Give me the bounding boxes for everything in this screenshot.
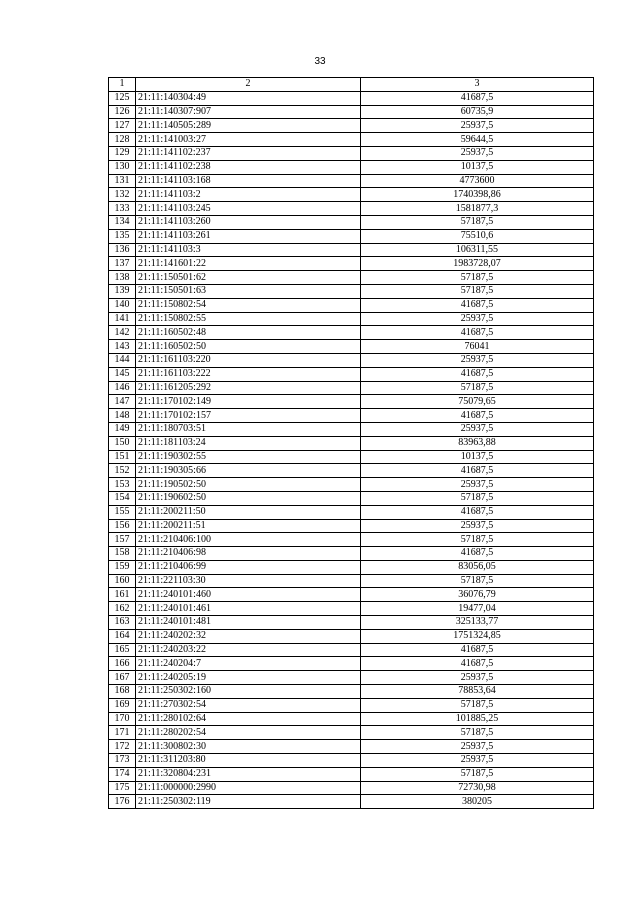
row-number: 146 [109,381,136,395]
cadastral-number: 21:11:320804:231 [136,767,361,781]
row-number: 160 [109,574,136,588]
cadastral-number: 21:11:161103:220 [136,353,361,367]
cadastral-number: 21:11:000000:2990 [136,781,361,795]
row-number: 142 [109,326,136,340]
value: 1751324,85 [361,629,594,643]
value: 10137,5 [361,160,594,174]
cadastral-number: 21:11:150501:63 [136,284,361,298]
cadastral-number: 21:11:140304:49 [136,91,361,105]
value: 25937,5 [361,353,594,367]
table-row [109,754,594,768]
table-row [109,616,594,630]
cadastral-number: 21:11:141103:168 [136,174,361,188]
value: 25937,5 [361,740,594,754]
row-number: 125 [109,91,136,105]
cadastral-number: 21:11:190502:50 [136,478,361,492]
table-row [109,533,594,547]
value: 57187,5 [361,726,594,740]
value: 57187,5 [361,491,594,505]
row-number: 151 [109,450,136,464]
value: 60735,9 [361,105,594,119]
value: 76041 [361,340,594,354]
table-row [109,547,594,561]
row-number: 130 [109,160,136,174]
value: 57187,5 [361,215,594,229]
cadastral-number: 21:11:141102:237 [136,146,361,160]
row-number: 175 [109,781,136,795]
value: 25937,5 [361,119,594,133]
row-number: 131 [109,174,136,188]
row-number: 143 [109,340,136,354]
cadastral-number: 21:11:140307:907 [136,105,361,119]
table-row [109,215,594,229]
table-row [109,395,594,409]
table-row [109,602,594,616]
table-row [109,229,594,243]
cadastral-number: 21:11:300802:30 [136,740,361,754]
cadastral-number: 21:11:240205:19 [136,671,361,685]
row-number: 172 [109,740,136,754]
table-row [109,312,594,326]
value: 25937,5 [361,478,594,492]
row-number: 152 [109,464,136,478]
table-row [109,284,594,298]
table-row [109,657,594,671]
table-row [109,422,594,436]
value: 57187,5 [361,533,594,547]
row-number: 159 [109,560,136,574]
row-number: 167 [109,671,136,685]
row-number: 164 [109,629,136,643]
row-number: 140 [109,298,136,312]
value: 36076,79 [361,588,594,602]
cadastral-number: 21:11:190602:50 [136,491,361,505]
cadastral-number: 21:11:240202:32 [136,629,361,643]
value: 75510,6 [361,229,594,243]
row-number: 154 [109,491,136,505]
cadastral-number: 21:11:250302:160 [136,685,361,699]
table-row [109,740,594,754]
row-number: 173 [109,754,136,768]
row-number: 165 [109,643,136,657]
value: 78853,64 [361,685,594,699]
table-row [109,795,594,809]
table-row [109,464,594,478]
cadastral-number: 21:11:240101:481 [136,616,361,630]
row-number: 126 [109,105,136,119]
row-number: 135 [109,229,136,243]
table-row [109,519,594,533]
table-row [109,174,594,188]
value: 41687,5 [361,464,594,478]
table-row [109,450,594,464]
row-number: 128 [109,133,136,147]
cadastral-number: 21:11:160502:50 [136,340,361,354]
value: 72730,98 [361,781,594,795]
row-number: 162 [109,602,136,616]
value: 25937,5 [361,312,594,326]
cadastral-number: 21:11:210406:98 [136,547,361,561]
table-row [109,298,594,312]
table-row [109,133,594,147]
table-row [109,340,594,354]
cadastral-number: 21:11:160502:48 [136,326,361,340]
table-row [109,767,594,781]
table-row [109,188,594,202]
row-number: 174 [109,767,136,781]
cadastral-number: 21:11:180703:51 [136,422,361,436]
row-number: 149 [109,422,136,436]
cadastral-number: 21:11:270302:54 [136,698,361,712]
row-number: 150 [109,436,136,450]
value: 41687,5 [361,643,594,657]
row-number: 166 [109,657,136,671]
table-row [109,712,594,726]
table-row [109,629,594,643]
cadastral-number: 21:11:141103:260 [136,215,361,229]
table-row [109,588,594,602]
table-row [109,409,594,423]
cadastral-number: 21:11:141601:22 [136,257,361,271]
value: 1581877,3 [361,202,594,216]
cadastral-number: 21:11:141103:245 [136,202,361,216]
table-row [109,781,594,795]
row-number: 158 [109,547,136,561]
cadastral-number: 21:11:221103:30 [136,574,361,588]
cadastral-number: 21:11:311203:80 [136,754,361,768]
row-number: 155 [109,505,136,519]
row-number: 137 [109,257,136,271]
cadastral-number: 21:11:140505:289 [136,119,361,133]
row-number: 171 [109,726,136,740]
cadastral-number: 21:11:150501:62 [136,271,361,285]
page-number: 33 [314,56,326,67]
table-row [109,119,594,133]
row-number: 134 [109,215,136,229]
table-row [109,353,594,367]
cadastral-number: 21:11:150802:55 [136,312,361,326]
row-number: 133 [109,202,136,216]
table-row [109,671,594,685]
table-row [109,560,594,574]
cadastral-number: 21:11:170102:149 [136,395,361,409]
table-row [109,491,594,505]
row-number: 144 [109,353,136,367]
table-row [109,271,594,285]
value: 4773600 [361,174,594,188]
cadastral-number: 21:11:141103:3 [136,243,361,257]
value: 10137,5 [361,450,594,464]
value: 25937,5 [361,146,594,160]
cadastral-number: 21:11:240101:460 [136,588,361,602]
row-number: 127 [109,119,136,133]
table-row [109,105,594,119]
value: 41687,5 [361,547,594,561]
header-col-1: 1 [109,78,136,92]
row-number: 168 [109,685,136,699]
table-header-row [109,78,594,92]
cadastral-number: 21:11:170102:157 [136,409,361,423]
value: 25937,5 [361,422,594,436]
value: 41687,5 [361,657,594,671]
row-number: 138 [109,271,136,285]
table-row [109,505,594,519]
value: 41687,5 [361,505,594,519]
value: 41687,5 [361,409,594,423]
table-row [109,367,594,381]
cadastral-number: 21:11:250302:119 [136,795,361,809]
table-row [109,685,594,699]
cadastral-number: 21:11:280102:64 [136,712,361,726]
value: 57187,5 [361,698,594,712]
cadastral-number: 21:11:141003:27 [136,133,361,147]
table-row [109,436,594,450]
value: 83056,05 [361,560,594,574]
value: 380205 [361,795,594,809]
table-row [109,381,594,395]
cadastral-number: 21:11:150802:54 [136,298,361,312]
value: 41687,5 [361,91,594,105]
value: 75079,65 [361,395,594,409]
table-row [109,160,594,174]
table-row [109,91,594,105]
cadastral-number: 21:11:141102:238 [136,160,361,174]
row-number: 176 [109,795,136,809]
data-table [108,77,594,809]
value: 41687,5 [361,367,594,381]
value: 57187,5 [361,574,594,588]
row-number: 161 [109,588,136,602]
cadastral-number: 21:11:200211:50 [136,505,361,519]
table-row [109,243,594,257]
cadastral-number: 21:11:240101:461 [136,602,361,616]
value: 57187,5 [361,767,594,781]
value: 19477,04 [361,602,594,616]
cadastral-number: 21:11:141103:261 [136,229,361,243]
table-row [109,726,594,740]
value: 1740398,86 [361,188,594,202]
row-number: 145 [109,367,136,381]
cadastral-number: 21:11:161103:222 [136,367,361,381]
table-row [109,574,594,588]
value: 106311,55 [361,243,594,257]
cadastral-number: 21:11:161205:292 [136,381,361,395]
value: 41687,5 [361,298,594,312]
header-col-3: 3 [361,78,594,92]
row-number: 148 [109,409,136,423]
row-number: 141 [109,312,136,326]
value: 25937,5 [361,754,594,768]
cadastral-number: 21:11:210406:99 [136,560,361,574]
row-number: 147 [109,395,136,409]
value: 25937,5 [361,519,594,533]
cadastral-number: 21:11:141103:2 [136,188,361,202]
table-row [109,257,594,271]
cadastral-number: 21:11:190305:66 [136,464,361,478]
value: 57187,5 [361,284,594,298]
value: 325133,77 [361,616,594,630]
row-number: 156 [109,519,136,533]
row-number: 132 [109,188,136,202]
row-number: 157 [109,533,136,547]
value: 83963,88 [361,436,594,450]
cadastral-number: 21:11:240204:7 [136,657,361,671]
table-row [109,202,594,216]
row-number: 129 [109,146,136,160]
table-row [109,478,594,492]
value: 101885,25 [361,712,594,726]
header-col-2: 2 [136,78,361,92]
value: 25937,5 [361,671,594,685]
row-number: 136 [109,243,136,257]
row-number: 169 [109,698,136,712]
table-row [109,326,594,340]
table-body [109,91,594,808]
cadastral-number: 21:11:181103:24 [136,436,361,450]
row-number: 153 [109,478,136,492]
cadastral-number: 21:11:190302:55 [136,450,361,464]
table-row [109,643,594,657]
row-number: 163 [109,616,136,630]
cadastral-number: 21:11:210406:100 [136,533,361,547]
row-number: 139 [109,284,136,298]
value: 1983728,07 [361,257,594,271]
row-number: 170 [109,712,136,726]
table-row [109,146,594,160]
cadastral-number: 21:11:240203:22 [136,643,361,657]
value: 59644,5 [361,133,594,147]
cadastral-number: 21:11:200211:51 [136,519,361,533]
value: 57187,5 [361,381,594,395]
value: 41687,5 [361,326,594,340]
table-row [109,698,594,712]
value: 57187,5 [361,271,594,285]
cadastral-number: 21:11:280202:54 [136,726,361,740]
